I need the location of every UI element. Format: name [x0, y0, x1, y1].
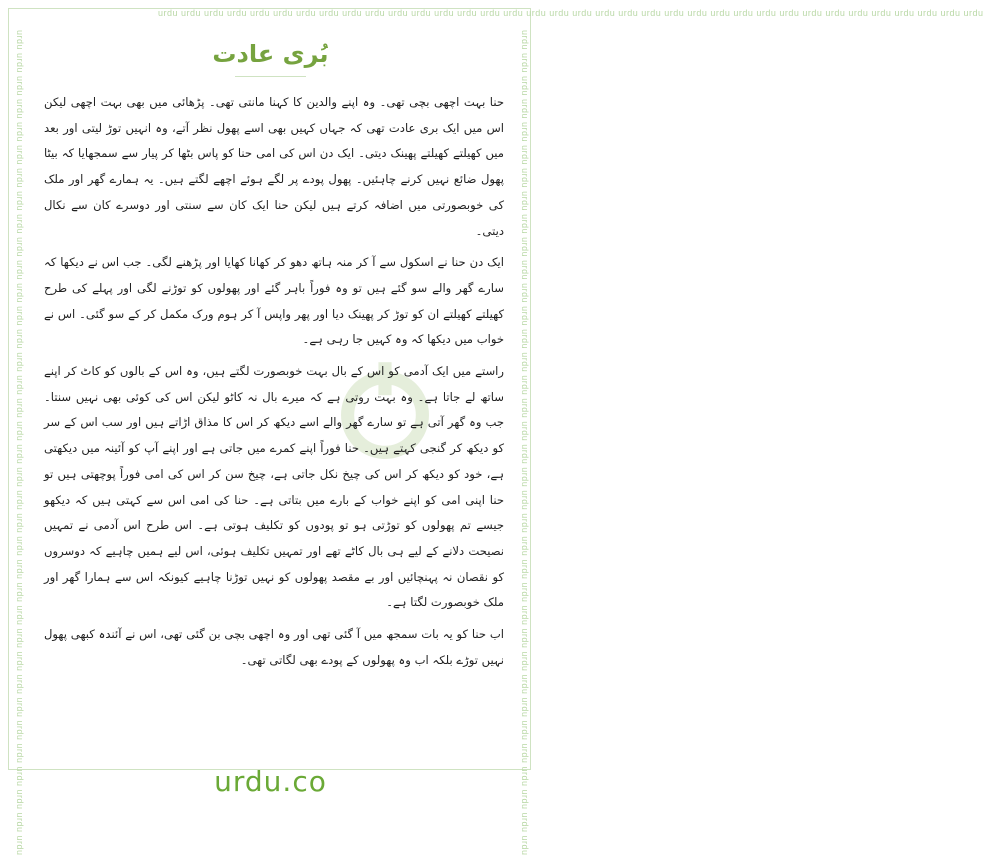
brand-strip-left: urdu urdu urdu urdu urdu urdu urdu urdu urdu urdu urdu urdu urdu urdu urdu urdu urdu urdu urdu urdu urdu urdu urdu urdu urdu urdu urdu urdu urdu urdu urdu urdu urdu urdu urdu urdu: [15, 30, 25, 856]
story-paragraph-2: ایک دن حنا نے اسکول سے آ کر منہ ہاتھ دھو کر کھانا کھایا اور پڑھنے لگی۔ جب اس نے دیکھا کہ سارے گھر والے سو گئے ہیں تو وہ فوراً باہر گئے اور پھولوں کو توڑنے لگی اور پہلے کی طرح کھیلتے کھیلتے ان کو توڑ کر پھینک دیا اور پھر واپس آ کر ہوم ورک مکمل کر کے سو گئی۔ اس نے خواب میں دیکھا کہ وہ کہیں جا رہی ہے۔: [44, 255, 504, 347]
brand-strip-right: urdu urdu urdu urdu urdu urdu urdu urdu urdu urdu urdu urdu urdu urdu urdu urdu urdu urdu urdu urdu urdu urdu urdu urdu urdu urdu urdu urdu urdu urdu urdu urdu urdu urdu urdu urdu: [520, 30, 530, 856]
story-body: [44, 90, 504, 679]
story-paragraph-3: راستے میں ایک آدمی کو اس کے بال بہت خوبصورت لگتے ہیں، وہ اس کے بالوں کو کاٹ کر اپنے ساتھ لے جاتا ہے۔ وہ بہت روتی ہے کہ میرے بال نہ کاٹو لیکن اس کی کوئی بھی نہیں سنتا۔ جب وہ گھر آتی ہے تو سارے گھر والے اسے دیکھ کر اس کا مذاق اڑاتے ہیں اور سب اس کے سر کو دیکھ کر گنجی کہتے ہیں۔ حنا فوراً اپنے کمرے میں جاتی ہے اور اپنے آپ کو آئینہ میں دیکھتی ہے، خود کو دیکھ کر اس کی چیخ نکل جاتی ہے، چیخ سن کر اس کی امی فوراً پوچھتی ہیں تو حنا اپنی امی کو اپنے خواب کے بارے میں بتاتی ہے۔ حنا کی امی اس سے کہتی ہیں کہ دیکھو جیسے تم پھولوں کو توڑتی ہو تو پودوں کو تکلیف ہوتی ہے۔ اس طرح اس آدمی نے تمہیں نصیحت دلانے کے لیے ہی بال کاٹے تھے اور تمہیں تکلیف ہوئی، اس لیے ہمیں چاہیے کہ دوسروں کو نقصان نہ پہنچائیں اور بے مقصد پھولوں کو نہیں توڑنا چاہیے کیونکہ اس سے ہمارا گھر اور ملک خوبصورت لگتا ہے۔: [44, 364, 504, 610]
story-paragraph-4: اب حنا کو یہ بات سمجھ میں آ گئی تھی اور وہ اچھی بچی بن گئی تھی، اس نے آئندہ کبھی پھول نہیں توڑے بلکہ اب وہ پھولوں کے پودے بھی لگاتی تھی۔: [44, 627, 504, 667]
story-title: بُری عادت: [212, 40, 329, 68]
site-logo[interactable]: urdu.co: [214, 765, 327, 798]
title-divider: [235, 76, 306, 77]
brand-strip-top: urdu urdu urdu urdu urdu urdu urdu urdu urdu urdu urdu urdu urdu urdu urdu urdu urdu urdu urdu urdu urdu urdu urdu urdu urdu urdu urdu urdu urdu urdu urdu urdu urdu urdu urdu urdu: [158, 8, 984, 18]
story-paragraph-1: حنا بہت اچھی بچی تھی۔ وہ اپنے والدین کا کہنا مانتی تھی۔ پڑھائی میں بھی بہت اچھی لیکن اس میں ایک بری عادت تھی کہ جہاں کہیں بھی اسے پھول نظر آتے، وہ انہیں توڑ لیتی اور بعد میں کھیلتے کھیلتے پھینک دیتی۔ ایک دن اس کی امی حنا کو پاس بٹھا کر پیار سے سمجھایا کہ بیٹا پھول ضائع نہیں کرنے چاہئیں۔ پھول پودے پر لگے ہوئے اچھے لگتے ہیں۔ یہ ہمارے گھر اور ملک کی خوبصورتی میں اضافہ کرتے ہیں لیکن حنا ایک کان سے سنتی اور دوسرے کان سے نکال دیتی۔: [44, 95, 504, 238]
